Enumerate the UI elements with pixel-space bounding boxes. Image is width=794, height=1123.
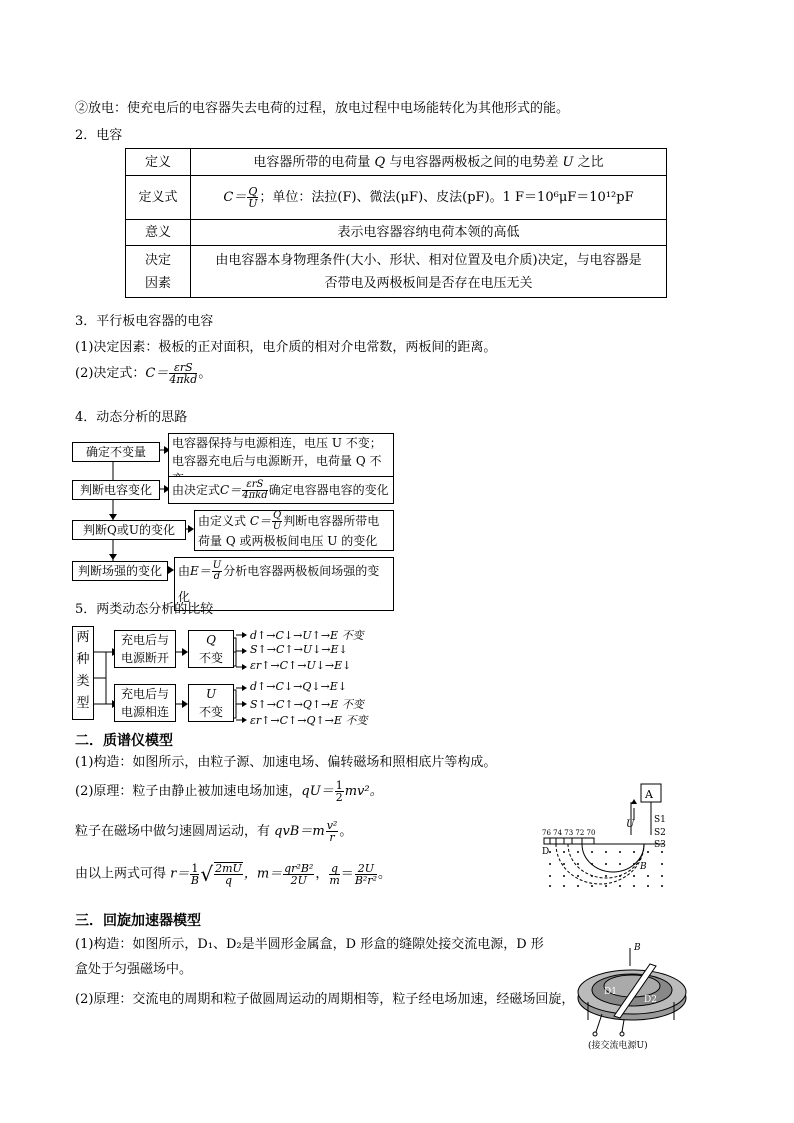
cyclotron-construction-line1: (1)构造：如图所示，D₁、D₂是半圆形金属盒，D 形盒的缝隙处接交流电源，D 形 (75, 937, 544, 952)
table-row (126, 176, 667, 220)
cyclotron-figure (574, 940, 692, 1052)
mass-spectrometer-figure (536, 780, 676, 890)
section-heading-capacitance: 2．电容 (75, 128, 123, 143)
mass-construction: (1)构造：如图所示，由粒子源、加速电场、偏转磁场和照相底片等构成。 (75, 755, 497, 770)
step-judge-q-or-u: 判断Q或U的变化 (72, 520, 186, 540)
step-determine-invariant: 确定不变量 (72, 442, 160, 462)
figure-label-d1: D1 (604, 987, 617, 997)
cyclotron-construction-line2: 盒处于匀强磁场中。 (75, 962, 193, 977)
figure-label-u: U (626, 819, 635, 830)
note-invariant: 电容器保持与电源相连，电压 U 不变； 电容器充电后与电源断开，电荷量 Q 不 (168, 433, 394, 489)
case-disconnected: 充电后与 电源断开 (114, 630, 176, 668)
q-invariant: Q 不变 (188, 630, 234, 668)
case-connected: 充电后与 电源相连 (114, 684, 176, 722)
row-value: 表示电容器容纳电荷本领的高低 (191, 220, 667, 246)
two-types-label: 两 种 类 型 (72, 626, 94, 720)
row-value: 由电容器本身物理条件(大小、形状、相对位置及电介质)决定，与电容器是 否带电及两极板间是否存在电压无关 (191, 246, 667, 298)
cyclotron-principle: (2)原理：交流电的周期和粒子做圆周运动的周期相等，粒子经电场加速，经磁场回旋， (75, 992, 575, 1007)
figure-label-s2: S2 (654, 828, 666, 838)
chain-d-case2: d↑→C↓→Q↓→E↓ (250, 680, 348, 693)
figure-label-b: B (640, 862, 647, 872)
row-value: 电容器所带的电荷量 Q 与电容器两极板之间的电势差 U 之比 (191, 149, 667, 176)
determining-factors: (1)决定因素：极板的正对面积，电介质的相对介电常数，两板间的距离。 (75, 340, 497, 355)
row-value: C＝ $\frac{Q}{U}$ ；单位：法拉(F)、微法(μF)、皮法(pF)。1 F＝10⁶μF＝10¹²pF (191, 176, 667, 220)
table-row (126, 220, 667, 246)
chain-er-case1: εr↑→C↑→U↓→E↓ (250, 659, 352, 672)
section-heading-mass-spectrometer: 二．质谱仪模型 (75, 733, 173, 749)
section-heading-cyclotron: 三．回旋加速器模型 (75, 913, 201, 929)
figure-label-d: D (542, 847, 550, 857)
section-heading-parallel-plate: 3．平行板电容器的电容 (75, 314, 214, 329)
section-heading-comparison: 5．两类动态分析的比较 (75, 602, 214, 617)
u-invariant: U 不变 (188, 684, 234, 722)
figure-caption: (接交流电源U) (588, 1041, 648, 1051)
note-determining-formula: 由决定式C＝ $\frac{\text{εrS}}{\text{4πkd}}$ 确定电容器电容的变化 (168, 476, 394, 504)
row-key: 定义式 (126, 176, 191, 220)
note-definition-formula: 由定义式 C＝ $\frac{Q}{U}$ 判断电容器所带电 荷量 Q 或两极板间电压 U 的变化 (194, 510, 394, 551)
step-judge-field: 判断场强的变化 (72, 561, 168, 581)
row-key: 定义 (126, 149, 191, 176)
determining-formula: (2)决定式：C＝ $\frac{\text{εrS}}{\text{4πkd}}$ 。 (75, 361, 212, 386)
figure-label-a: A (645, 788, 653, 801)
chain-er-case2: εr↑→C↑→Q↑→E 不变 (250, 714, 368, 727)
figure-label-s3: S3 (654, 840, 666, 850)
table-row (126, 246, 667, 298)
mass-principle: (2)原理：粒子由静止被加速电场加速，qU＝ $\frac{1}{2}$ mv²。 (75, 779, 383, 804)
section-heading-dynamic: 4．动态分析的思路 (75, 410, 188, 425)
chain-s-case2: S↑→C↑→Q↑→E 不变 (250, 698, 364, 711)
figure-label-s1: S1 (654, 815, 666, 825)
figure-label-b: B (634, 943, 641, 953)
chain-d-case1: d↑→C↓→U↑→E 不变 (250, 629, 364, 642)
row-key: 决定 因素 (126, 246, 191, 298)
figure-scale: 76 74 73 72 70 (542, 829, 596, 837)
mass-result: 由以上两式可得 r＝ $\frac{1}{B}$ √ $\frac{2mU}{q}$ ，m＝ $\frac{\text{qr²B²}}{2U}$ ， $\frac{q}{m}$ ＝ $\frac{2U}{\text{B²r²}}$ 。 (75, 861, 391, 887)
capacitance-table (125, 148, 667, 298)
table-row (126, 149, 667, 176)
discharge-line: ②放电：使充电后的电容器失去电荷的过程，放电过程中电场能转化为其他形式的能。 (75, 101, 570, 116)
mass-circular-motion: 粒子在磁场中做匀速圆周运动，有 qvB＝m $\frac{\text{v²}}{r}$ 。 (75, 819, 353, 844)
note-field-formula: 由E＝ $\frac{U}{d}$ 分析电容器两极板间场强的变化 (174, 557, 394, 611)
chain-s-case1: S↑→C↑→U↓→E↓ (250, 643, 348, 656)
step-judge-capacitance: 判断电容变化 (72, 480, 160, 500)
figure-label-d2: D2 (644, 995, 657, 1005)
row-key: 意义 (126, 220, 191, 246)
